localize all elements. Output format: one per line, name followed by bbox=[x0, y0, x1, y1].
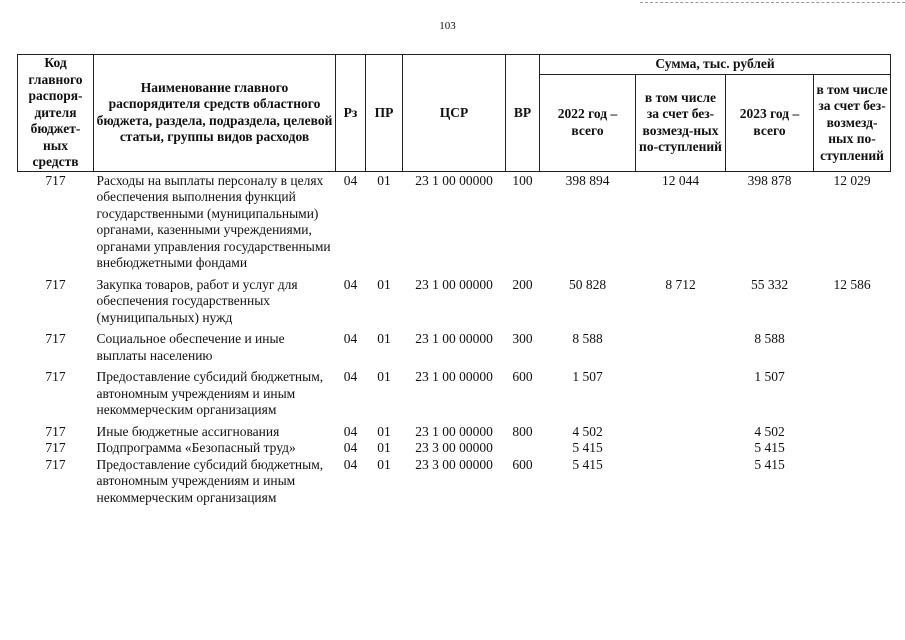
header-pr: ПР bbox=[366, 55, 403, 172]
cell-code: 717 bbox=[45, 276, 66, 292]
cell-pr: 01 bbox=[377, 369, 391, 384]
cell-2023-total: 398 878 bbox=[747, 172, 792, 188]
cell-2023-free bbox=[814, 369, 891, 424]
header-2022-total: 2022 год – всего bbox=[540, 75, 636, 172]
budget-table bbox=[17, 54, 891, 506]
cell-csr: 23 1 00 00000 bbox=[415, 423, 493, 439]
cell-pr: 01 bbox=[377, 276, 391, 292]
header-sum-group: Сумма, тыс. рублей bbox=[540, 55, 891, 75]
cell-code: 717 bbox=[45, 423, 66, 439]
table-body bbox=[18, 171, 891, 506]
cell-csr: 23 1 00 00000 bbox=[415, 172, 493, 188]
cell-2022-free: 12 044 bbox=[661, 172, 700, 188]
cell-pr: 01 bbox=[377, 423, 391, 439]
cell-2023-total: 1 507 bbox=[754, 369, 785, 384]
cell-csr: 23 1 00 00000 bbox=[415, 331, 493, 346]
header-2023-free: в том числе за счет без-возмезд-ных по-ступлений bbox=[814, 75, 891, 172]
cell-pr: 01 bbox=[377, 172, 391, 188]
cell-csr: 23 3 00 00000 bbox=[415, 440, 493, 455]
table-row bbox=[18, 457, 891, 507]
table-row bbox=[18, 369, 891, 424]
cell-2022-total: 5 415 bbox=[572, 456, 603, 472]
cell-code: 717 bbox=[45, 369, 66, 384]
cell-2022-free bbox=[636, 457, 726, 507]
cell-name: Закупка товаров, работ и услуг для обеспечения государственных (муниципальных) нужд bbox=[96, 276, 298, 325]
header-code: Код главного распоря-дителя бюджет-ных средств bbox=[18, 55, 94, 172]
cell-2022-total: 398 894 bbox=[565, 172, 610, 188]
cell-pr: 01 bbox=[377, 456, 391, 472]
cell-code: 717 bbox=[45, 440, 66, 455]
cell-name: Социальное обеспечение и иные выплаты населению bbox=[96, 331, 285, 363]
cell-rz: 04 bbox=[343, 456, 358, 472]
table-header bbox=[18, 55, 891, 172]
cell-2022-total: 8 588 bbox=[572, 331, 603, 346]
table-row bbox=[18, 277, 891, 332]
cell-vr: 100 bbox=[512, 172, 533, 188]
cell-pr: 01 bbox=[377, 440, 391, 455]
cell-2023-total: 8 588 bbox=[754, 331, 785, 346]
cell-2022-total: 50 828 bbox=[568, 276, 607, 292]
cell-name: Предоставление субсидий бюджетным, автономным учреждениям и иным некоммерческим организациям bbox=[96, 456, 324, 505]
header-vr: ВР bbox=[506, 55, 540, 172]
table-row bbox=[18, 171, 891, 277]
cell-2022-free: 8 712 bbox=[665, 276, 696, 292]
cell-rz: 04 bbox=[343, 276, 358, 292]
cell-csr: 23 1 00 00000 bbox=[415, 276, 493, 292]
cell-csr: 23 1 00 00000 bbox=[415, 369, 493, 384]
header-name: Наименование главного распорядителя средств областного бюджета, раздела, подраздела, целевой статьи, группы видов расходов bbox=[94, 55, 336, 172]
header-rz: Рз bbox=[336, 55, 366, 172]
cell-code: 717 bbox=[45, 331, 66, 346]
cell-2022-free bbox=[636, 369, 726, 424]
header-2022-free: в том числе за счет без-возмезд-ных по-ступлений bbox=[636, 75, 726, 172]
header-2023-total: 2023 год – всего bbox=[726, 75, 814, 172]
cell-2023-total: 5 415 bbox=[754, 440, 785, 455]
table-row bbox=[18, 331, 891, 369]
cell-rz: 04 bbox=[343, 369, 358, 384]
cell-rz: 04 bbox=[343, 440, 358, 455]
cell-rz: 04 bbox=[343, 331, 358, 346]
cell-vr bbox=[506, 440, 540, 457]
cell-2023-free bbox=[814, 457, 891, 507]
cell-2022-free bbox=[636, 424, 726, 441]
cell-2023-free: 12 029 bbox=[833, 172, 871, 188]
cell-2023-total: 55 332 bbox=[750, 276, 789, 292]
cell-vr: 200 bbox=[512, 276, 533, 292]
cell-code: 717 bbox=[45, 172, 66, 188]
cell-2023-total: 4 502 bbox=[754, 423, 785, 439]
top-rule bbox=[640, 2, 905, 3]
cell-2022-free bbox=[636, 331, 726, 369]
cell-name: Иные бюджетные ассигнования bbox=[96, 423, 280, 439]
cell-2023-free bbox=[814, 440, 891, 457]
cell-rz: 04 bbox=[343, 423, 358, 439]
table-row bbox=[18, 440, 891, 457]
cell-2022-total: 4 502 bbox=[572, 423, 603, 439]
cell-name: Расходы на выплаты персоналу в целях обеспечения выполнения функций государственными (муниципальными) органами, казенными учреждениями, органами управления государственными внебюджетными фондами bbox=[96, 172, 331, 270]
cell-rz: 04 bbox=[343, 172, 358, 188]
cell-name: Подпрограмма «Безопасный труд» bbox=[96, 440, 296, 455]
cell-pr: 01 bbox=[377, 331, 391, 346]
cell-vr: 800 bbox=[512, 423, 533, 439]
cell-csr: 23 3 00 00000 bbox=[415, 456, 493, 472]
cell-2022-total: 1 507 bbox=[572, 369, 603, 384]
cell-2023-free: 12 586 bbox=[833, 276, 871, 292]
cell-vr: 600 bbox=[512, 369, 533, 384]
cell-name: Предоставление субсидий бюджетным, автономным учреждениям и иным некоммерческим организациям bbox=[96, 369, 324, 417]
cell-2023-free bbox=[814, 331, 891, 369]
table-row bbox=[18, 424, 891, 441]
header-csr: ЦСР bbox=[403, 55, 506, 172]
cell-code: 717 bbox=[45, 456, 66, 472]
page-number: 103 bbox=[439, 20, 456, 32]
cell-2022-free bbox=[636, 440, 726, 457]
cell-vr: 600 bbox=[512, 456, 533, 472]
cell-vr: 300 bbox=[512, 331, 533, 346]
cell-2023-free bbox=[814, 424, 891, 441]
cell-2023-total: 5 415 bbox=[754, 456, 785, 472]
cell-2022-total: 5 415 bbox=[572, 440, 603, 455]
